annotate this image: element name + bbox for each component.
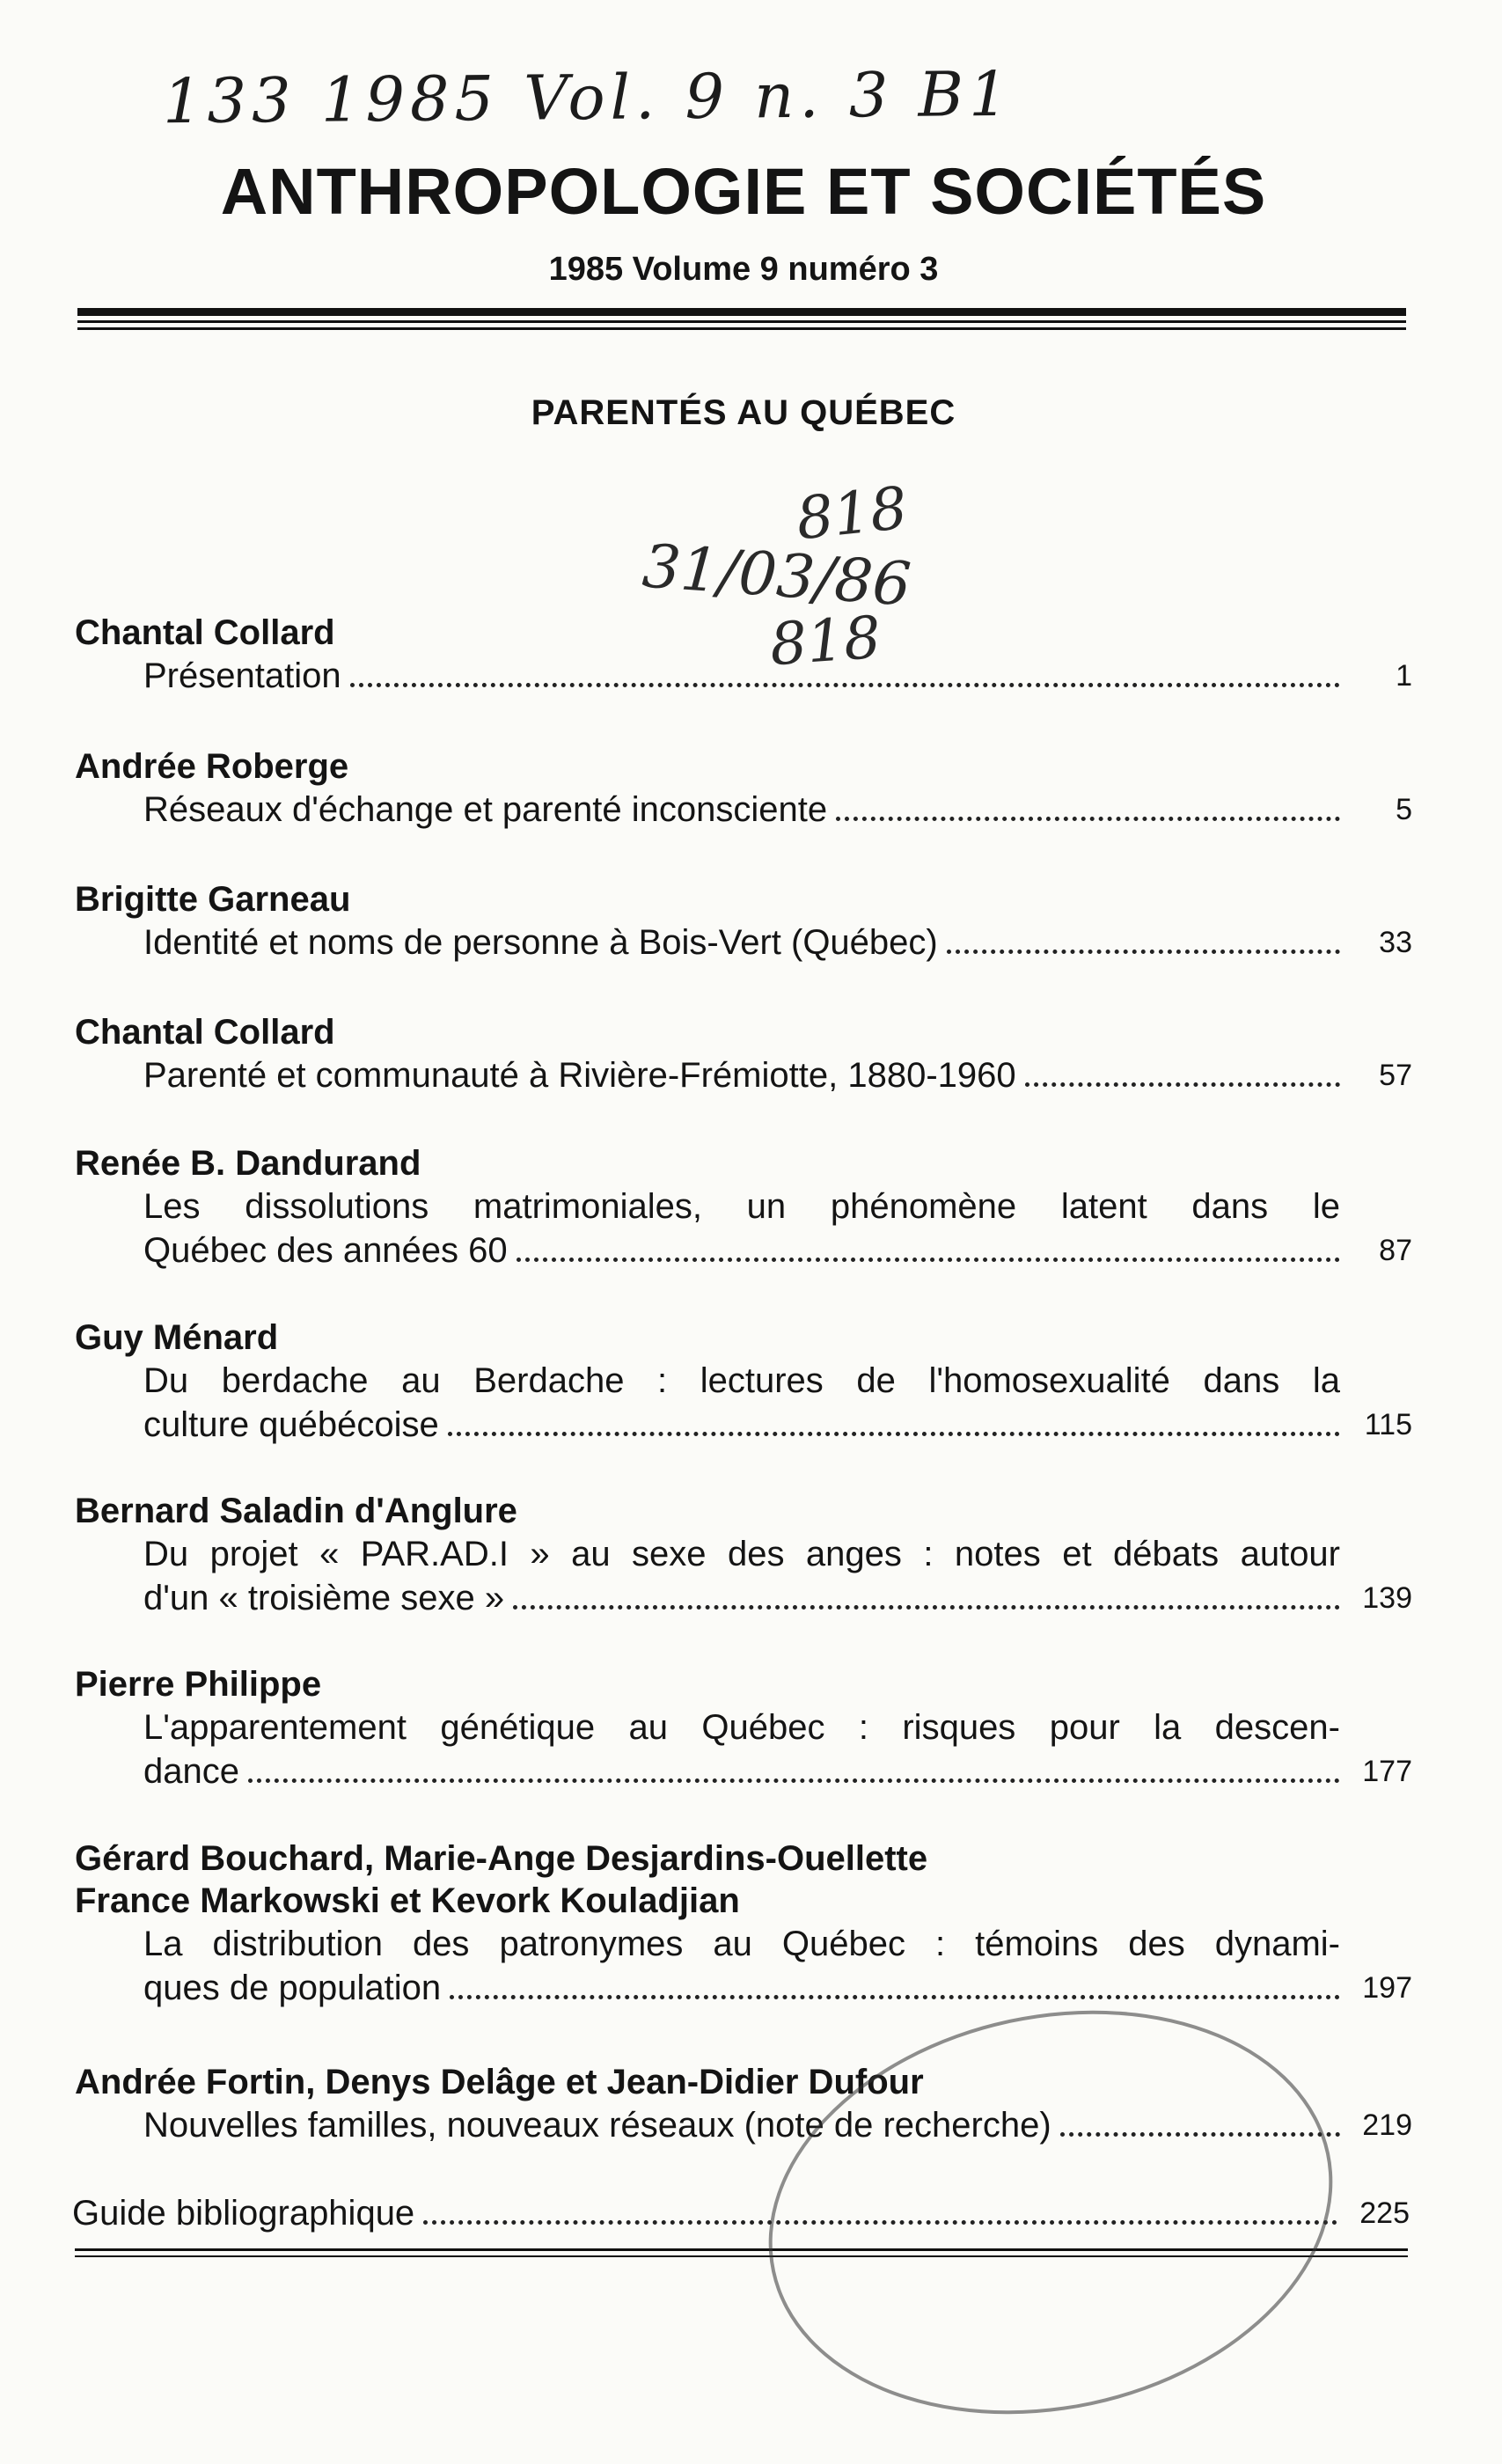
- toc-entry: [75, 1316, 1412, 1447]
- entry-page: 219: [1362, 2108, 1412, 2142]
- entry-title-line: Réseaux d'échange et parenté inconsciente: [143, 788, 1340, 832]
- entry-author: Renée B. Dandurand: [75, 1144, 421, 1183]
- handwritten-shelfmark: 133 1985 Vol. 9 n. 3 B1: [162, 57, 1014, 138]
- toc-entry: [75, 1663, 1412, 1793]
- entry-title-line: Les dissolutions matrimoniales, un phénomène latent dans le: [143, 1187, 1340, 1226]
- guide-title-line: Guide bibliographique: [72, 2191, 1337, 2235]
- entry-author: Chantal Collard: [75, 613, 335, 652]
- entry-title-line: Québec des années 60: [143, 1228, 1340, 1272]
- entry-author: Chantal Collard: [75, 1013, 335, 1052]
- entry-title-line: Présentation: [143, 654, 1340, 698]
- entry-title-line: culture québécoise: [143, 1403, 1340, 1447]
- stamp-date: 31/03/86: [640, 532, 913, 620]
- toc-entry: [75, 878, 1412, 964]
- entry-author: Gérard Bouchard, Marie-Ange Desjardins-Ouellette: [75, 1839, 928, 1878]
- journal-title: ANTHROPOLOGIE ET SOCIÉTÉS: [220, 155, 1267, 228]
- stamp-number-bottom: 818: [767, 603, 883, 679]
- toc-entry: [75, 1837, 1412, 2010]
- issue-info: 1985 Volume 9 numéro 3: [548, 251, 939, 288]
- entry-title-line: La distribution des patronymes au Québec : témoins des dynami-: [143, 1925, 1340, 1963]
- entry-author: France Markowski et Kevork Kouladjian: [75, 1881, 740, 1920]
- entry-title-line: Nouvelles familles, nouveaux réseaux (note de recherche): [143, 2103, 1340, 2147]
- library-oval-stamp: [731, 1961, 1371, 2464]
- entry-page: 139: [1362, 1581, 1412, 1615]
- entry-author: Bernard Saladin d'Anglure: [75, 1492, 517, 1530]
- entry-author: Brigitte Garneau: [75, 880, 351, 919]
- stamp-number-top: 818: [793, 473, 911, 554]
- toc-entry: [75, 745, 1412, 832]
- entry-page: 197: [1362, 1971, 1412, 2005]
- entry-author: Andrée Roberge: [75, 747, 349, 786]
- toc-entry: [75, 1142, 1412, 1272]
- entry-title-line: ques de population: [143, 1966, 1340, 2010]
- header-rule-thin: [77, 327, 1406, 330]
- toc-entry: [75, 1011, 1412, 1097]
- entry-page: 5: [1396, 793, 1412, 826]
- header-rule-thick: [77, 308, 1406, 316]
- entry-title-line: Parenté et communauté à Rivière-Frémiotte, 1880-1960: [143, 1053, 1340, 1097]
- toc-entry: [75, 612, 1412, 698]
- entry-author: Guy Ménard: [75, 1318, 279, 1357]
- toc-entry: [75, 1490, 1412, 1620]
- entry-title-line: d'un « troisième sexe »: [143, 1576, 1340, 1620]
- entry-title-line: Du projet « PAR.AD.I » au sexe des anges : notes et débats autour: [143, 1535, 1340, 1573]
- entry-page: 1: [1396, 659, 1412, 693]
- entry-page: 177: [1362, 1755, 1412, 1788]
- issue-theme: PARENTÉS AU QUÉBEC: [531, 393, 956, 432]
- guide-page: 225: [1359, 2196, 1410, 2230]
- header-rule-thin: [77, 320, 1406, 323]
- entry-author: Pierre Philippe: [75, 1665, 322, 1704]
- entry-page: 33: [1379, 926, 1412, 959]
- entry-page: 87: [1379, 1234, 1412, 1267]
- entry-title-line: Du berdache au Berdache : lectures de l'homosexualité dans la: [143, 1361, 1340, 1400]
- entry-author: Andrée Fortin, Denys Delâge et Jean-Didier Dufour: [75, 2063, 924, 2101]
- entry-page: 57: [1379, 1059, 1412, 1092]
- entry-title-line: dance: [143, 1749, 1340, 1793]
- entry-title-line: L'apparentement génétique au Québec : risques pour la descen-: [143, 1708, 1340, 1747]
- entry-page: 115: [1364, 1408, 1412, 1441]
- entry-title-line: Identité et noms de personne à Bois-Vert (Québec): [143, 920, 1340, 964]
